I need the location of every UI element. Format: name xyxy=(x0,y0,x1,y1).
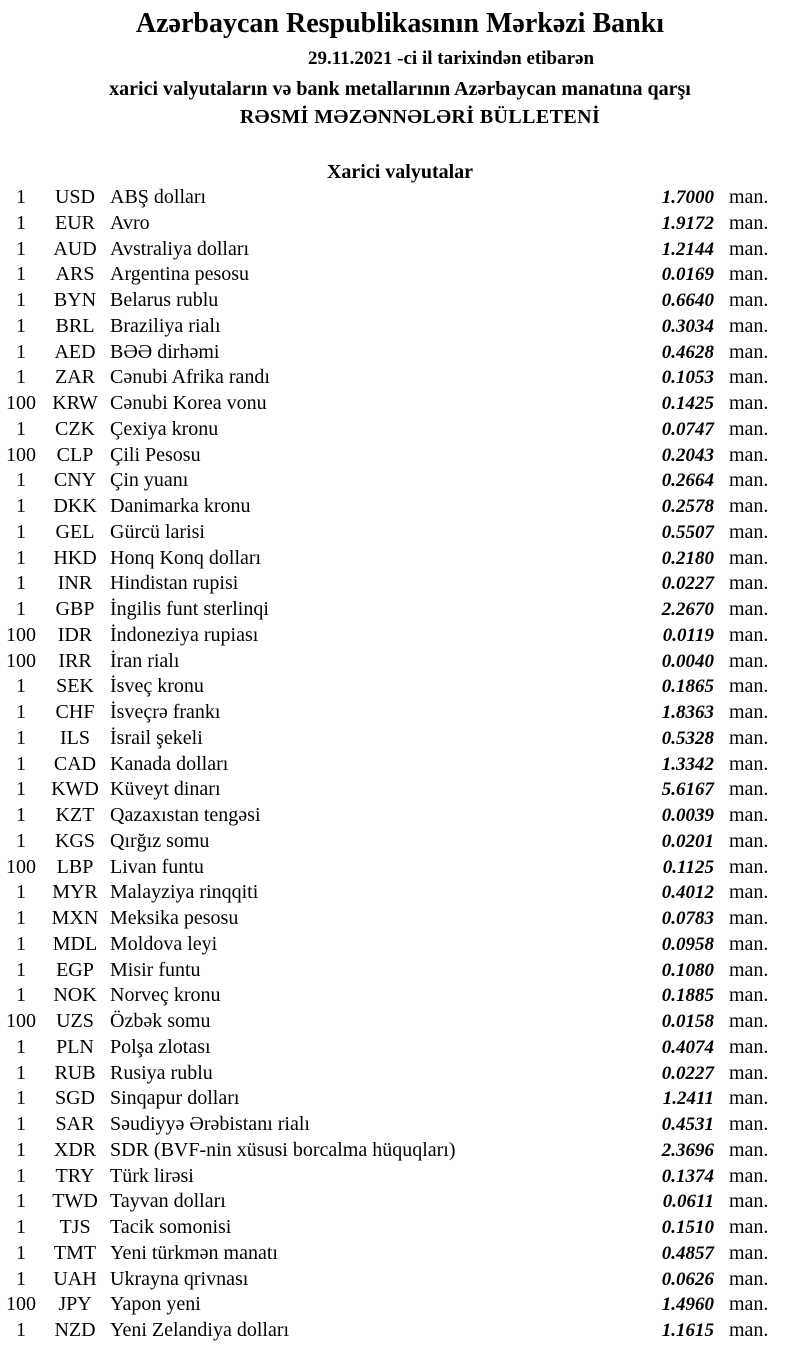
currency-code-cell: CLP xyxy=(56,443,94,466)
quantity-cell: 1 xyxy=(16,572,26,595)
quantity-cell: 1 xyxy=(16,520,26,543)
currency-name-cell: ABŞ dolları xyxy=(110,186,207,208)
quantity-cell: 100 xyxy=(6,443,36,466)
currency-code-cell: LBP xyxy=(56,855,94,878)
rate-value-cell: 0.0039 xyxy=(661,805,714,826)
rate-value-cell: 0.2043 xyxy=(661,444,714,466)
currency-name-cell: Misir funtu xyxy=(110,958,201,981)
currency-row xyxy=(0,1189,800,1215)
rate-value-cell: 0.0958 xyxy=(661,933,714,955)
unit-label-cell: man. xyxy=(729,598,769,620)
unit-label-cell: man. xyxy=(729,1010,769,1032)
currency-code-cell: AED xyxy=(54,340,96,363)
currency-code-cell: ARS xyxy=(55,263,95,286)
currency-name-cell: Ukrayna qrivnası xyxy=(110,1267,249,1290)
rate-value-cell: 0.0747 xyxy=(661,418,714,440)
currency-name-cell: Honq Konq dolları xyxy=(110,546,262,569)
currency-row xyxy=(0,1009,800,1035)
currency-name-cell: Meksika pesosu xyxy=(110,907,239,929)
currency-row xyxy=(0,700,800,726)
rate-value-cell: 0.0201 xyxy=(661,830,714,852)
rate-value-cell: 0.1053 xyxy=(661,367,714,389)
quantity-cell: 1 xyxy=(16,1061,26,1084)
rate-value-cell: 0.4857 xyxy=(661,1242,714,1264)
currency-name-cell: İndoneziya rupiası xyxy=(110,623,259,646)
rate-value-cell: 1.8363 xyxy=(661,702,714,723)
unit-label-cell: man. xyxy=(729,495,769,517)
unit-label-cell: man. xyxy=(729,520,769,543)
currency-code-cell: RUB xyxy=(54,1061,96,1084)
currency-row xyxy=(0,1292,800,1318)
rate-value-cell: 0.0611 xyxy=(662,1191,714,1213)
currency-row xyxy=(0,494,800,520)
unit-label-cell: man. xyxy=(729,1061,769,1084)
unit-label-cell: man. xyxy=(729,1267,769,1290)
rate-value-cell: 0.1425 xyxy=(661,393,714,414)
currency-name-cell: Braziliya rialı xyxy=(110,314,221,337)
section-title-foreign-currencies: Xarici valyutalar xyxy=(326,161,474,183)
unit-label-cell: man. xyxy=(729,211,769,234)
currency-row xyxy=(0,623,800,649)
quantity-cell: 1 xyxy=(16,340,26,363)
quantity-cell: 1 xyxy=(16,186,26,208)
currency-name-cell: Moldova leyi xyxy=(110,932,218,955)
rate-value-cell: 0.0626 xyxy=(661,1268,714,1290)
unit-label-cell: man. xyxy=(729,701,769,723)
currency-code-cell: JPY xyxy=(58,1293,92,1316)
quantity-cell: 1 xyxy=(16,495,26,517)
unit-label-cell: man. xyxy=(729,366,769,389)
rate-value-cell: 1.4960 xyxy=(661,1294,714,1316)
page-title: Azərbaycan Respublikasının Mərkəzi Bankı xyxy=(135,8,665,39)
quantity-cell: 1 xyxy=(16,263,26,286)
quantity-cell: 1 xyxy=(16,1164,26,1187)
currency-code-cell: HKD xyxy=(53,546,97,569)
currency-code-cell: NZD xyxy=(54,1319,96,1341)
currency-code-cell: BRL xyxy=(55,314,95,337)
quantity-cell: 1 xyxy=(16,314,26,337)
currency-name-cell: Rusiya rublu xyxy=(110,1061,213,1084)
rate-value-cell: 0.0783 xyxy=(661,908,714,929)
currency-code-cell: INR xyxy=(57,572,93,595)
currency-row xyxy=(0,932,800,958)
quantity-cell: 1 xyxy=(16,804,26,826)
currency-name-cell: İsveçrə frankı xyxy=(110,701,221,723)
unit-label-cell: man. xyxy=(729,1035,769,1058)
quantity-cell: 1 xyxy=(16,726,26,749)
rate-value-cell: 0.4628 xyxy=(661,341,714,363)
currency-row xyxy=(0,1241,800,1267)
currency-name-cell: Küveyt dinarı xyxy=(110,778,221,801)
currency-name-cell: Argentina pesosu xyxy=(110,263,250,286)
unit-label-cell: man. xyxy=(729,881,769,904)
currency-row xyxy=(0,185,800,211)
currency-code-cell: IDR xyxy=(57,623,93,646)
currency-code-cell: SAR xyxy=(55,1113,95,1135)
currency-code-cell: DKK xyxy=(53,495,97,517)
rate-value-cell: 1.2144 xyxy=(661,238,714,260)
unit-label-cell: man. xyxy=(729,392,769,414)
unit-label-cell: man. xyxy=(729,1087,769,1110)
unit-label-cell: man. xyxy=(729,1113,769,1135)
quantity-cell: 1 xyxy=(16,881,26,904)
currency-row xyxy=(0,777,800,803)
currency-row xyxy=(0,211,800,237)
currency-code-cell: TMT xyxy=(53,1241,97,1264)
currency-code-cell: CZK xyxy=(55,417,95,440)
rate-value-cell: 0.3034 xyxy=(661,315,714,337)
currency-row xyxy=(0,855,800,881)
currency-code-cell: XDR xyxy=(53,1138,97,1161)
currency-name-cell: Hindistan rupisi xyxy=(110,572,239,595)
currency-name-cell: Yeni türkmən manatı xyxy=(110,1241,278,1264)
currency-row xyxy=(0,1318,800,1344)
unit-label-cell: man. xyxy=(729,1319,769,1341)
currency-code-cell: TWD xyxy=(52,1190,98,1213)
quantity-cell: 1 xyxy=(16,1267,26,1290)
currency-name-cell: Belarus rublu xyxy=(110,289,219,311)
currency-name-cell: Sinqapur dolları xyxy=(110,1087,240,1110)
currency-row xyxy=(0,1215,800,1241)
rate-value-cell: 0.1510 xyxy=(661,1217,714,1238)
unit-label-cell: man. xyxy=(729,237,769,260)
rate-value-cell: 0.5328 xyxy=(661,727,714,749)
currency-code-cell: SEK xyxy=(56,675,94,698)
quantity-cell: 1 xyxy=(16,237,26,260)
unit-label-cell: man. xyxy=(729,829,769,852)
quantity-cell: 1 xyxy=(16,958,26,981)
rate-value-cell: 0.5507 xyxy=(661,521,714,543)
rate-value-cell: 0.0119 xyxy=(662,624,714,646)
currency-row xyxy=(0,1267,800,1293)
unit-label-cell: man. xyxy=(729,469,769,492)
rate-value-cell: 1.9172 xyxy=(661,212,714,234)
quantity-cell: 1 xyxy=(16,546,26,569)
unit-label-cell: man. xyxy=(729,1293,769,1316)
rate-value-cell: 0.4012 xyxy=(661,882,714,904)
currency-row xyxy=(0,597,800,623)
unit-label-cell: man. xyxy=(729,958,769,981)
currency-row xyxy=(0,880,800,906)
currency-name-cell: Qırğız somu xyxy=(110,829,210,852)
quantity-cell: 1 xyxy=(16,752,26,775)
unit-label-cell: man. xyxy=(729,1138,769,1161)
currency-row xyxy=(0,417,800,443)
currency-name-cell: Livan funtu xyxy=(110,855,204,878)
rate-value-cell: 2.3696 xyxy=(661,1139,714,1161)
unit-label-cell: man. xyxy=(729,340,769,363)
currency-row xyxy=(0,829,800,855)
currency-code-cell: ZAR xyxy=(55,366,95,389)
currency-row xyxy=(0,288,800,314)
effective-date-line: 29.11.2021 -ci il tarixindən etibarən xyxy=(307,48,595,69)
currency-code-cell: IRR xyxy=(58,649,92,672)
rate-value-cell: 0.4074 xyxy=(661,1036,714,1058)
currency-name-cell: BƏƏ dirhəmi xyxy=(110,340,220,363)
currency-name-cell: İran rialı xyxy=(110,649,180,672)
currency-row xyxy=(0,237,800,263)
currency-code-cell: TRY xyxy=(55,1164,95,1187)
unit-label-cell: man. xyxy=(729,1216,769,1238)
currency-row xyxy=(0,1035,800,1061)
unit-label-cell: man. xyxy=(729,546,769,569)
rate-value-cell: 5.6167 xyxy=(661,779,714,801)
unit-label-cell: man. xyxy=(729,572,769,595)
rate-value-cell: 0.1374 xyxy=(661,1165,714,1187)
currency-name-cell: Danimarka kronu xyxy=(110,495,251,517)
currency-name-cell: Çin yuanı xyxy=(110,469,189,492)
currency-code-cell: NOK xyxy=(53,984,97,1007)
unit-label-cell: man. xyxy=(729,932,769,955)
quantity-cell: 1 xyxy=(16,907,26,929)
currency-name-cell: Çili Pesosu xyxy=(110,443,201,466)
quantity-cell: 1 xyxy=(16,1138,26,1161)
quantity-cell: 1 xyxy=(16,1087,26,1110)
rate-value-cell: 0.1080 xyxy=(661,959,714,981)
currency-row xyxy=(0,443,800,469)
currency-name-cell: Türk lirəsi xyxy=(110,1164,194,1187)
quantity-cell: 1 xyxy=(16,1319,26,1341)
scope-line: xarici valyutaların və bank metallarının Azərbaycan manatına qarşı xyxy=(109,78,691,100)
currency-row xyxy=(0,1164,800,1190)
quantity-cell: 1 xyxy=(16,675,26,698)
currency-code-cell: KWD xyxy=(51,778,99,801)
currency-name-cell: Gürcü larisi xyxy=(110,520,205,543)
quantity-cell: 1 xyxy=(16,1216,26,1238)
quantity-cell: 1 xyxy=(16,211,26,234)
currency-name-cell: Özbək somu xyxy=(110,1010,211,1032)
unit-label-cell: man. xyxy=(729,726,769,749)
currency-name-cell: İsrail şekeli xyxy=(110,726,203,749)
currency-code-cell: TJS xyxy=(59,1216,91,1238)
currency-row xyxy=(0,803,800,829)
currency-code-cell: KZT xyxy=(55,804,95,826)
quantity-cell: 100 xyxy=(6,623,36,646)
currency-code-cell: GEL xyxy=(55,520,95,543)
currency-code-cell: UAH xyxy=(53,1267,97,1290)
quantity-cell: 100 xyxy=(6,855,36,878)
unit-label-cell: man. xyxy=(729,675,769,698)
quantity-cell: 1 xyxy=(16,1035,26,1058)
rate-value-cell: 0.2180 xyxy=(661,547,714,569)
currency-code-cell: MDL xyxy=(52,932,98,955)
currency-row xyxy=(0,340,800,366)
unit-label-cell: man. xyxy=(729,417,769,440)
currency-row xyxy=(0,520,800,546)
currency-code-cell: PLN xyxy=(56,1035,94,1058)
quantity-cell: 100 xyxy=(6,392,36,414)
unit-label-cell: man. xyxy=(729,186,769,208)
currency-row xyxy=(0,1086,800,1112)
rate-value-cell: 0.6640 xyxy=(661,290,714,311)
currency-name-cell: İsveç kronu xyxy=(110,675,204,698)
rate-value-cell: 1.1615 xyxy=(661,1320,714,1341)
quantity-cell: 1 xyxy=(16,366,26,389)
currency-name-cell: Norveç kronu xyxy=(110,984,221,1007)
unit-label-cell: man. xyxy=(729,649,769,672)
currency-row xyxy=(0,365,800,391)
currency-name-cell: Avstraliya dolları xyxy=(110,237,250,260)
currency-row xyxy=(0,1138,800,1164)
currency-row xyxy=(0,726,800,752)
quantity-cell: 1 xyxy=(16,289,26,311)
currency-row xyxy=(0,468,800,494)
quantity-cell: 1 xyxy=(16,1190,26,1213)
currency-row xyxy=(0,958,800,984)
quantity-cell: 1 xyxy=(16,1113,26,1135)
unit-label-cell: man. xyxy=(729,984,769,1007)
quantity-cell: 1 xyxy=(16,417,26,440)
unit-label-cell: man. xyxy=(729,778,769,801)
currency-row xyxy=(0,649,800,675)
currency-name-cell: Kanada dolları xyxy=(110,752,229,775)
currency-name-cell: Polşa zlotası xyxy=(110,1035,211,1058)
currency-code-cell: AUD xyxy=(53,237,97,260)
rate-value-cell: 1.2411 xyxy=(662,1088,714,1110)
currency-row xyxy=(0,1061,800,1087)
currency-code-cell: BYN xyxy=(53,289,97,311)
rate-value-cell: 0.1125 xyxy=(662,856,714,878)
rate-value-cell: 0.0169 xyxy=(661,264,714,286)
unit-label-cell: man. xyxy=(729,1164,769,1187)
currency-code-cell: MXN xyxy=(51,907,99,929)
unit-label-cell: man. xyxy=(729,907,769,929)
quantity-cell: 100 xyxy=(6,1293,36,1316)
currency-name-cell: Səudiyyə Ərəbistanı rialı xyxy=(110,1113,310,1135)
quantity-cell: 1 xyxy=(16,778,26,801)
unit-label-cell: man. xyxy=(729,855,769,878)
currency-row xyxy=(0,906,800,932)
rate-value-cell: 0.2578 xyxy=(661,496,714,517)
currency-code-cell: CAD xyxy=(53,752,97,775)
currency-row xyxy=(0,571,800,597)
currency-row xyxy=(0,674,800,700)
rate-value-cell: 0.4531 xyxy=(661,1114,714,1135)
currency-code-cell: ILS xyxy=(60,726,90,749)
currency-row xyxy=(0,983,800,1009)
currency-row xyxy=(0,546,800,572)
rate-value-cell: 0.0158 xyxy=(661,1011,714,1032)
quantity-cell: 1 xyxy=(16,984,26,1007)
rate-value-cell: 2.2670 xyxy=(661,599,714,620)
currency-row xyxy=(0,752,800,778)
currency-code-cell: USD xyxy=(54,186,95,208)
currency-name-cell: Çexiya kronu xyxy=(110,417,219,440)
bulletin-title-line: RƏSMİ MƏZƏNNƏLƏRİ BÜLLETENİ xyxy=(239,106,601,128)
unit-label-cell: man. xyxy=(729,263,769,286)
currency-code-cell: EUR xyxy=(55,211,95,234)
unit-label-cell: man. xyxy=(729,1241,769,1264)
quantity-cell: 1 xyxy=(16,469,26,492)
unit-label-cell: man. xyxy=(729,289,769,311)
currency-name-cell: Malayziya rinqqiti xyxy=(110,881,259,904)
quantity-cell: 1 xyxy=(16,829,26,852)
currency-code-cell: MYR xyxy=(52,881,98,904)
currency-name-cell: İngilis funt sterlinqi xyxy=(110,598,269,620)
currency-code-cell: KRW xyxy=(52,392,98,414)
currency-code-cell: UZS xyxy=(56,1010,94,1032)
quantity-cell: 1 xyxy=(16,1241,26,1264)
rate-value-cell: 0.0227 xyxy=(661,1062,714,1084)
currency-row xyxy=(0,314,800,340)
currency-name-cell: Tacik somonisi xyxy=(110,1216,232,1238)
rate-value-cell: 0.0227 xyxy=(661,573,714,595)
unit-label-cell: man. xyxy=(729,443,769,466)
currency-row xyxy=(0,1112,800,1138)
quantity-cell: 100 xyxy=(6,649,36,672)
currency-name-cell: Yapon yeni xyxy=(110,1293,201,1316)
unit-label-cell: man. xyxy=(729,752,769,775)
rate-value-cell: 0.1885 xyxy=(661,985,714,1007)
rate-value-cell: 1.3342 xyxy=(661,753,714,775)
rate-value-cell: 0.2664 xyxy=(661,470,714,492)
unit-label-cell: man. xyxy=(729,623,769,646)
currency-row xyxy=(0,391,800,417)
rate-value-cell: 1.7000 xyxy=(661,187,714,208)
quantity-cell: 100 xyxy=(6,1010,36,1032)
quantity-cell: 1 xyxy=(16,701,26,723)
currency-row xyxy=(0,262,800,288)
unit-label-cell: man. xyxy=(729,1190,769,1213)
quantity-cell: 1 xyxy=(16,598,26,620)
currency-code-cell: KGS xyxy=(54,829,95,852)
currency-code-cell: SGD xyxy=(54,1087,95,1110)
currency-name-cell: Yeni Zelandiya dolları xyxy=(110,1319,290,1341)
currency-name-cell: SDR (BVF-nin xüsusi borcalma hüquqları) xyxy=(110,1138,456,1161)
currency-code-cell: EGP xyxy=(56,958,94,981)
currency-name-cell: Qazaxıstan tengəsi xyxy=(110,804,261,826)
currency-name-cell: Tayvan dolları xyxy=(110,1190,226,1213)
currency-code-cell: CNY xyxy=(53,469,97,492)
quantity-cell: 1 xyxy=(16,932,26,955)
rate-value-cell: 0.1865 xyxy=(661,676,714,698)
unit-label-cell: man. xyxy=(729,804,769,826)
currency-name-cell: Avro xyxy=(110,211,150,234)
currency-code-cell: GBP xyxy=(55,598,95,620)
unit-label-cell: man. xyxy=(729,314,769,337)
currency-name-cell: Cənubi Afrika randı xyxy=(110,366,270,389)
currency-name-cell: Cənubi Korea vonu xyxy=(110,392,267,414)
currency-code-cell: CHF xyxy=(55,701,95,723)
rate-value-cell: 0.0040 xyxy=(661,650,714,672)
currency-rates-table xyxy=(0,185,800,1344)
